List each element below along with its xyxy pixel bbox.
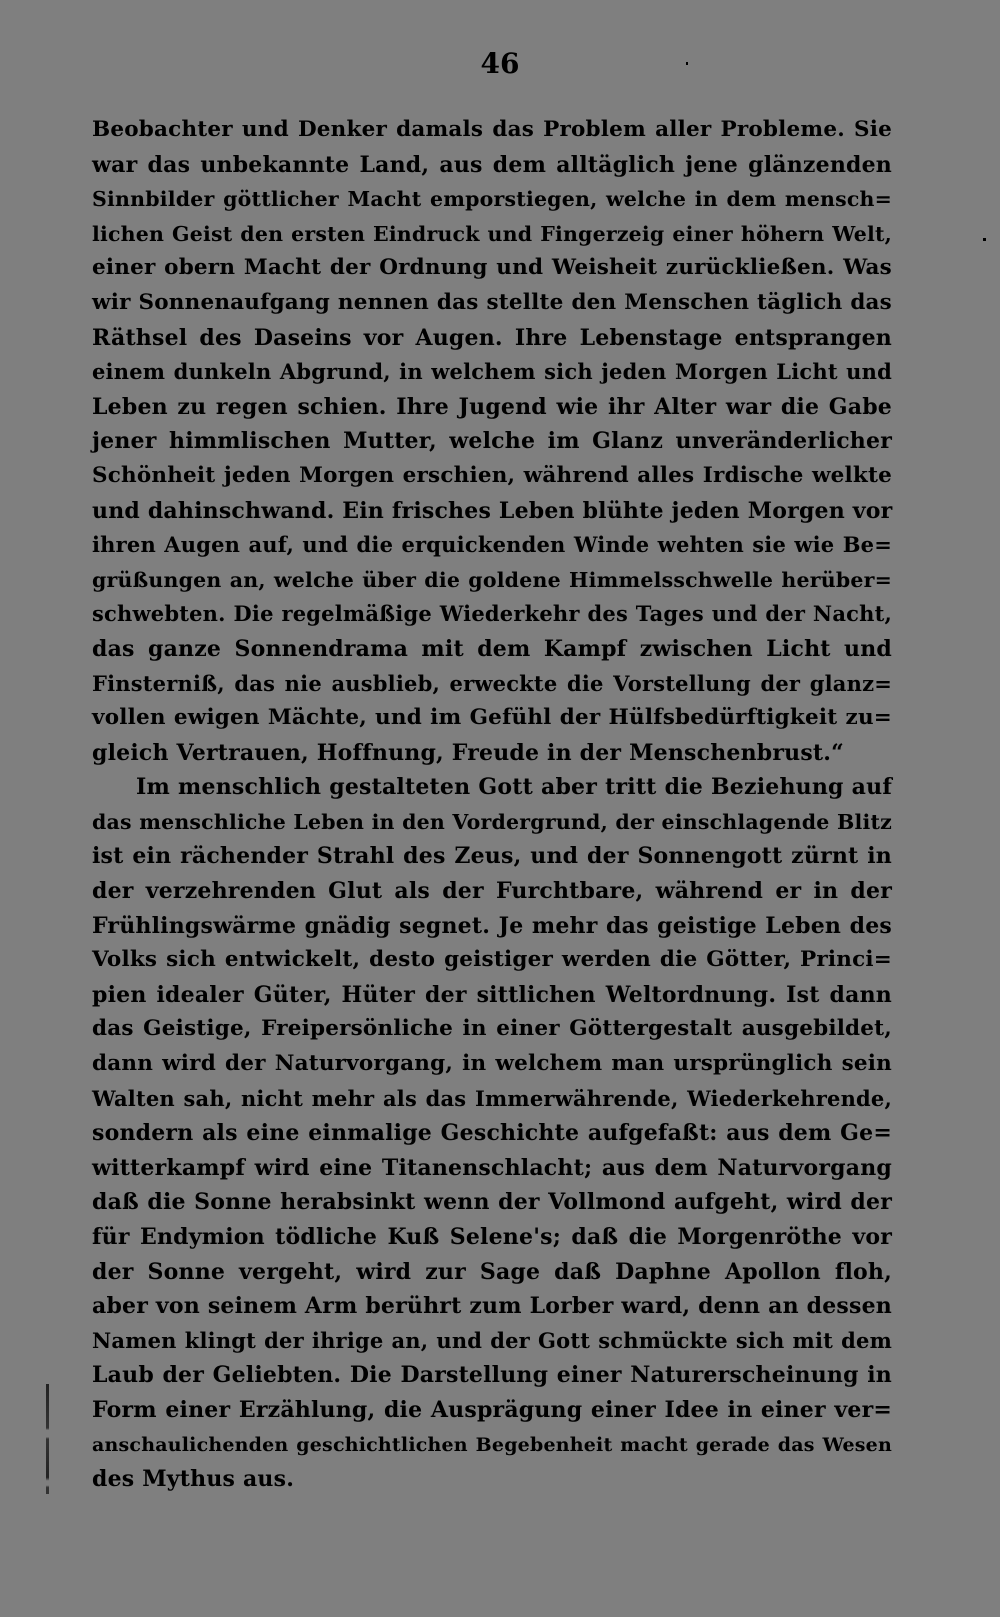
text-line: Finsterniß, das nie ausblieb, erweckte die Vorstellung der glanz=	[92, 670, 892, 696]
text-line: wir Sonnenaufgang nennen das stellte den Menschen täglich das	[92, 289, 892, 315]
text-line: Schönheit jeden Morgen erschien, während alles Irdische welkte	[92, 462, 892, 488]
text-line: pien idealer Güter, Hüter der sittlichen Weltordnung. Ist dann	[92, 981, 892, 1008]
scan-speck	[983, 238, 986, 241]
text-line: Räthsel des Daseins vor Augen. Ihre Lebenstage entsprangen	[92, 324, 892, 351]
text-line: das menschliche Leben in den Vordergrund, der einschlagende Blitz	[92, 809, 892, 834]
text-line: grüßungen an, welche über die goldene Himmelsschwelle herüber=	[92, 567, 892, 592]
text-line: gleich Vertrauen, Hoffnung, Freude in der Menschenbrust.“	[92, 739, 845, 766]
text-line: war das unbekannte Land, aus dem alltäglich jene glänzenden	[92, 151, 892, 178]
text-line: der Sonne vergeht, wird zur Sage daß Daphne Apollon floh,	[92, 1258, 892, 1285]
margin-pencil-mark	[46, 1384, 49, 1494]
text-line: schwebten. Die regelmäßige Wiederkehr des Tages und der Nacht,	[92, 601, 892, 627]
text-line: ihren Augen auf, und die erquickenden Winde wehten sie wie Be=	[92, 532, 892, 558]
body-text	[92, 113, 892, 1497]
paragraph-start-line: Im menschlich gestalteten Gott aber tritt die Beziehung auf	[136, 774, 892, 801]
text-line: für Endymion tödliche Kuß Selene's; daß die Morgenröthe vor	[92, 1224, 892, 1250]
scan-speck	[686, 62, 688, 65]
text-line: Form einer Erzählung, die Ausprägung einer Idee in einer ver=	[92, 1396, 892, 1423]
text-line: einem dunkeln Abgrund, in welchem sich jeden Morgen Licht und	[92, 359, 892, 385]
text-line: anschaulichenden geschichtlichen Begebenheit macht gerade das Wesen	[92, 1433, 892, 1456]
text-line: Leben zu regen schien. Ihre Jugend wie ihr Alter war die Gabe	[92, 393, 892, 420]
page-number: 46	[480, 47, 520, 80]
text-line: ist ein rächender Strahl des Zeus, und der Sonnengott zürnt in	[92, 843, 892, 870]
text-line: witterkampf wird eine Titanenschlacht; aus dem Naturvorgang	[92, 1154, 892, 1181]
text-line: Sinnbilder göttlicher Macht emporstiegen, welche in dem mensch=	[92, 187, 892, 212]
text-line: jener himmlischen Mutter, welche im Glanz unveränderlicher	[92, 428, 892, 455]
text-line: lichen Geist den ersten Eindruck und Fingerzeig einer höhern Welt,	[92, 221, 892, 246]
text-line: der verzehrenden Glut als der Furchtbare, während er in der	[92, 878, 892, 905]
text-line: sondern als eine einmalige Geschichte aufgefaßt: aus dem Ge=	[92, 1120, 892, 1147]
text-line: einer obern Macht der Ordnung und Weisheit zurückließen. Was	[92, 255, 892, 281]
text-line: Volks sich entwickelt, desto geistiger werden die Götter, Princi=	[92, 947, 892, 973]
text-line: das Geistige, Freipersönliche in einer Göttergestalt ausgebildet,	[92, 1016, 892, 1042]
text-line: und dahinschwand. Ein frisches Leben blühte jeden Morgen vor	[92, 497, 893, 524]
text-line: daß die Sonne herabsinkt wenn der Vollmond aufgeht, wird der	[92, 1189, 892, 1216]
text-line: vollen ewigen Mächte, und im Gefühl der Hülfsbedürftigkeit zu=	[92, 705, 892, 731]
text-line: Beobachter und Denker damals das Problem aller Probleme. Sie	[92, 117, 892, 142]
text-line: Frühlingswärme gnädig segnet. Je mehr das geistige Leben des	[92, 912, 892, 939]
text-line: Namen klingt der ihrige an, und der Gott schmückte sich mit dem	[92, 1327, 892, 1353]
text-line: Laub der Geliebten. Die Darstellung einer Naturerscheinung in	[92, 1362, 892, 1389]
text-line: dann wird der Naturvorgang, in welchem man ursprünglich sein	[92, 1051, 892, 1077]
text-line: des Mythus aus.	[92, 1466, 295, 1493]
text-line: Walten sah, nicht mehr als das Immerwährende, Wiederkehrende,	[92, 1085, 892, 1111]
text-line: aber von seinem Arm berührt zum Lorber ward, denn an dessen	[92, 1293, 892, 1320]
text-line: das ganze Sonnendrama mit dem Kampf zwischen Licht und	[92, 635, 892, 662]
